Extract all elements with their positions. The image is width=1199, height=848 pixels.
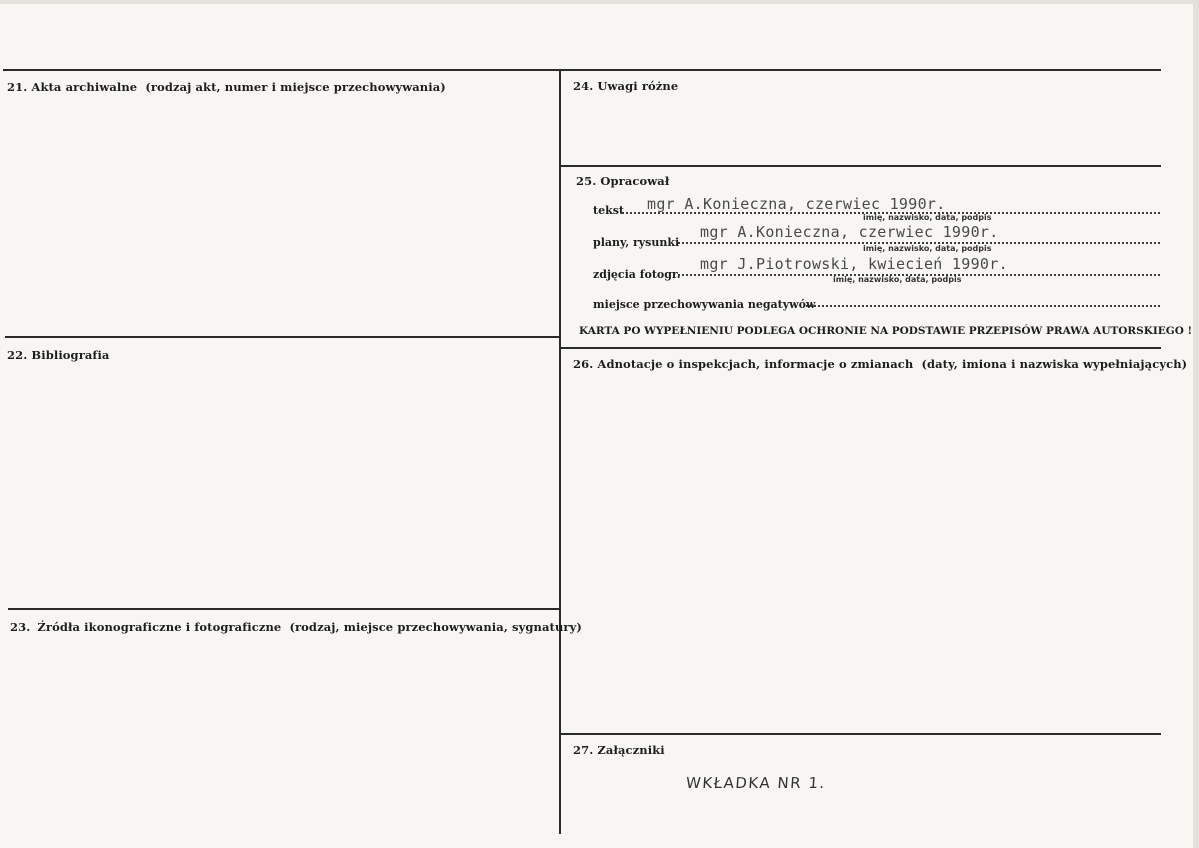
- rule-25-26: [561, 347, 1161, 349]
- row-negatywy-label: miejsce przechowywania negatywów: [593, 298, 816, 311]
- section-24-heading: 24. Uwagi różne: [573, 79, 679, 93]
- top-edge-shade: [0, 0, 1199, 4]
- rule-22-23: [8, 608, 561, 610]
- rule-24-25: [561, 165, 1161, 167]
- section-25-heading: 25. Opracował: [576, 174, 670, 188]
- row-plany-label: plany, rysunki: [593, 236, 680, 249]
- section-21-heading: 21. Akta archiwalne (rodzaj akt, numer i miejsce przechowywania): [7, 80, 446, 94]
- section-22-heading: 22. Bibliografia: [7, 348, 110, 362]
- top-rule: [3, 69, 1161, 71]
- row-zdjecia-caption: imię, nazwisko, data, podpis: [833, 275, 962, 284]
- copyright-notice: KARTA PO WYPEŁNIENIU PODLEGA OCHRONIE NA PODSTAWIE PRZEPISÓW PRAWA AUTORSKIEGO !: [579, 325, 1193, 337]
- section-23-heading: 23. Źródła ikonograficzne i fotograficzne (rodzaj, miejsce przechowywania, sygnatury): [10, 620, 582, 634]
- handwritten-attachment-note: WKŁADKA NR 1.: [685, 774, 827, 792]
- rule-21-22: [5, 336, 561, 338]
- rule-26-27: [561, 733, 1161, 735]
- right-edge-shade: [1193, 0, 1199, 848]
- row-tekst-label: tekst: [593, 204, 624, 217]
- center-divider: [559, 69, 561, 834]
- row-plany-value: mgr A.Konieczna, czerwiec 1990r.: [700, 223, 999, 241]
- row-zdjecia-value: mgr J.Piotrowski, kwiecień 1990r.: [700, 255, 1008, 273]
- row-negatywy-line: [806, 305, 1160, 307]
- row-tekst-caption: imię, nazwisko, data, podpis: [863, 213, 992, 222]
- row-tekst-value: mgr A.Konieczna, czerwiec 1990r.: [647, 195, 946, 213]
- section-26-heading: 26. Adnotacje o inspekcjach, informacje o zmianach (daty, imiona i nazwiska wypełniających): [573, 357, 1188, 371]
- row-plany-caption: imię, nazwisko, data, podpis: [863, 244, 992, 253]
- section-27-heading: 27. Załączniki: [573, 743, 665, 757]
- row-zdjecia-label: zdjęcia fotogr.: [593, 268, 681, 281]
